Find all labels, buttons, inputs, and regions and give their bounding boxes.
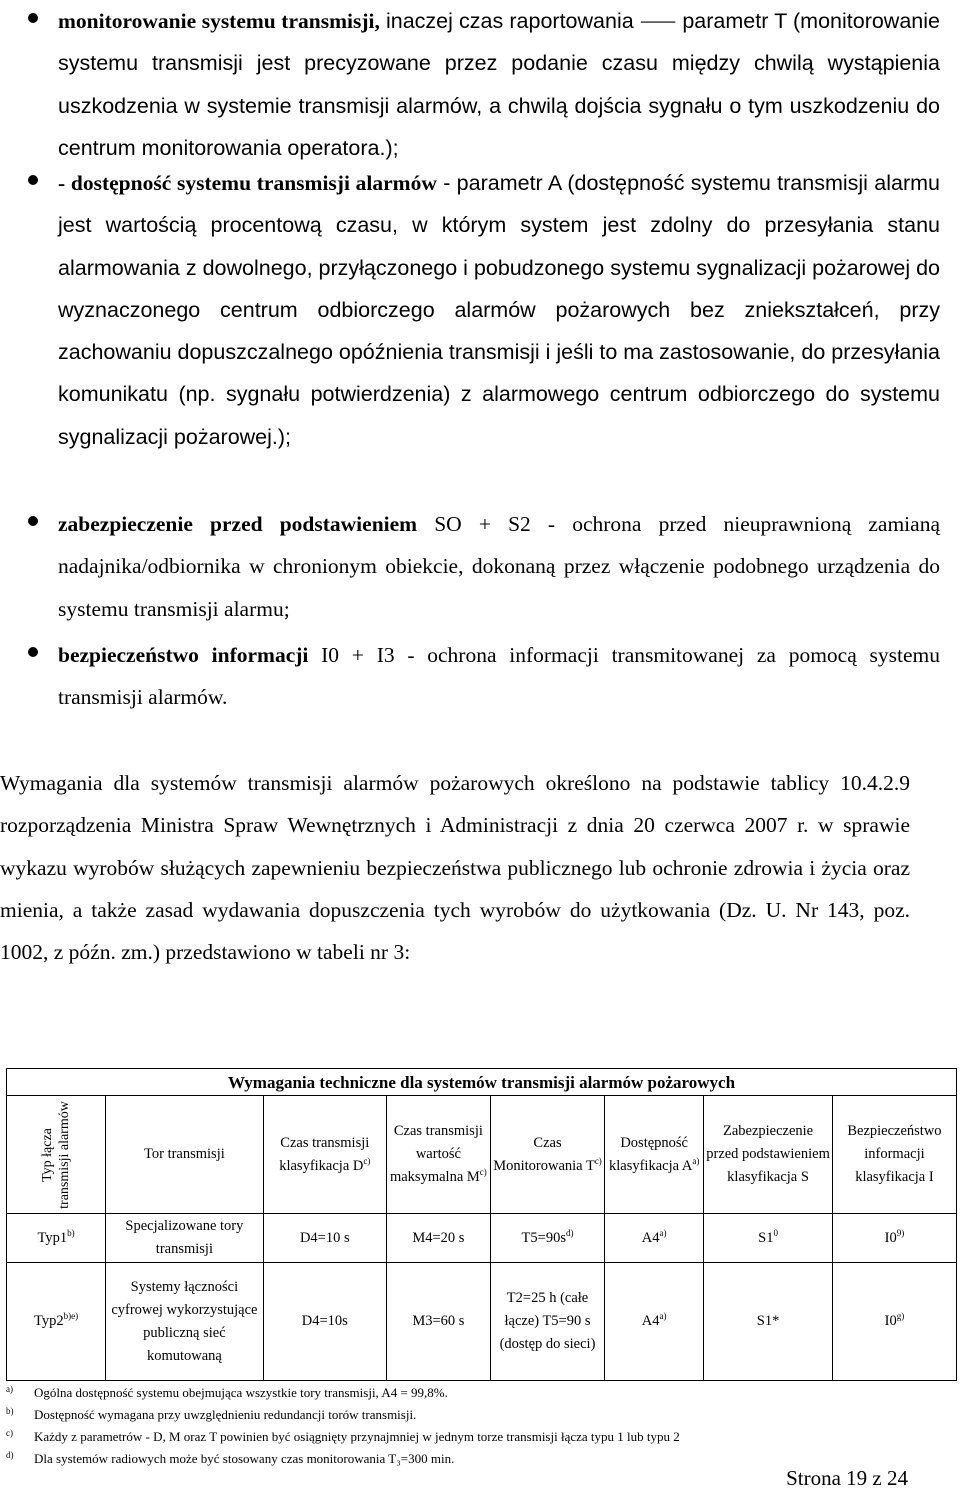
footnote-label: b) (6, 1406, 14, 1416)
cell-m: M3=60 s (386, 1263, 490, 1381)
cell-i: I0$^{g)}$ (832, 1263, 956, 1381)
requirements-table (6, 1068, 957, 1381)
cell-typ: $Typ2^{b)e)}$ (7, 1263, 106, 1381)
bullet-item (28, 0, 940, 169)
bullet-icon (28, 516, 38, 526)
bullet-text: - parametr A (dostępność systemu transmisji alarmu jest wartością procentową czasu, w którym system jest zdolny do przesyłania stanu alarmowania z dowolnego, przyłączonego i pobudzonego systemu sygnalizacji pożarowej do wyznaczonego centrum odbiorczego alarmów pożarowych bez zniekształceń, przy zachowaniu dopuszczalnego opóźnienia transmisji i jeśli to ma zastosowanie, do przesyłania komunikatu (np. sygnału potwierdzenia) z alarmowego centrum odbiorczego do systemu sygnalizacji pożarowej.); (58, 171, 941, 449)
footnote-label: c) (6, 1428, 13, 1438)
footnotes (6, 1382, 906, 1470)
vertical-header-cell (7, 1096, 106, 1214)
cell-tor: Specjalizowane tory transmisji (106, 1214, 264, 1263)
footnote-text: Dostępność wymagana przy uwzględnieniu redundancji torów transmisji. (34, 1407, 417, 1422)
header-czas-d: Czas transmisji klasyfikacja $D^{c)}$ (263, 1096, 386, 1214)
bullet-term: bezpieczeństwo informacji (58, 643, 309, 667)
bullet-term: - dostępność systemu transmisji alarmów (58, 171, 437, 195)
footnote (6, 1448, 906, 1470)
cell-i: I0$^{9)}$ (832, 1214, 956, 1263)
header-czas-t: Czas Monitorowania $T^{c)}$ (490, 1096, 604, 1214)
footnote-text: Każdy z parametrów - D, M oraz T powinien być osiągnięty przynajmniej w jednym torze transmisji łącza typu 1 lub typu 2 (34, 1429, 680, 1444)
bullet-icon (28, 175, 38, 185)
bullet-term: monitorowanie systemu transmisji, (58, 9, 380, 33)
header-bezpieczenstwo: Bezpieczeństwo informacji klasyfikacja I (832, 1096, 956, 1214)
cell-tor: Systemy łączności cyfrowej wykorzystujące publiczną sieć komutowaną (106, 1263, 264, 1381)
body-paragraph: Wymagania dla systemów transmisji alarmów pożarowych określono na podstawie tablicy 10.4.2.9 rozporządzenia Ministra Spraw Wewnętrznych i Administracji z dnia 20 czerwca 2007 r. w sprawie wykazu wyrobów służących zapewnieniu bezpieczeństwa publicznego lub ochronie zdrowia i życia oraz mienia, a także zasad wydawania dopuszczenia tych wyrobów do użytkowania (Dz. U. Nr 143, poz. 1002, z późn. zm.) przedstawiono w tabeli nr 3: (0, 771, 910, 965)
bullet-item (28, 503, 940, 630)
cell-s: S1* (704, 1263, 833, 1381)
bullet-item (28, 162, 940, 458)
footnote-text: Ogólna dostępność systemu obejmująca wszystkie tory transmisji, A4 = 99,8%. (34, 1385, 448, 1400)
bullet-icon (28, 13, 38, 23)
footnote-label: d) (6, 1450, 14, 1460)
table-row (7, 1263, 957, 1381)
header-zabezpieczenie: Zabezpieczenie przed podstawieniem klasyfikacja S (704, 1096, 833, 1214)
footnote-label: a) (6, 1384, 13, 1394)
header-dostepnosc: Dostępność klasyfikacja $A^{a)}$ (605, 1096, 704, 1214)
header-czas-m: Czas transmisji wartość maksymalna $M^{c)}$ (386, 1096, 490, 1214)
bullet-text: I0 + I3 - ochrona informacji transmitowanej za pomocą systemu transmisji alarmów. (58, 643, 940, 710)
bullet-item (28, 634, 940, 719)
cell-d: D4=10 s (263, 1214, 386, 1263)
footnote-text: Dla systemów radiowych może być stosowany czas monitorowania T₃=300 min. (34, 1451, 455, 1466)
footnote (6, 1404, 906, 1426)
footnote (6, 1426, 906, 1448)
cell-s: $S1^0$ (704, 1214, 833, 1263)
cell-t: $T5=90s^{d)}$ (490, 1214, 604, 1263)
bullet-icon (28, 647, 38, 657)
table-title: Wymagania techniczne dla systemów transmisji alarmów pożarowych (7, 1069, 957, 1096)
bullet-text: inaczej czas raportowania ⸺ parametr T (monitorowanie systemu transmisji jest precyzowane przez podanie czasu między chwilą wystąpienia uszkodzenia w systemie transmisji alarmów, a chwilą dojścia sygnału o tym uszkodzeniu do centrum monitorowania operatora.); (58, 9, 940, 160)
vertical-header-text: Typ łącza transmisji alarmów (40, 1100, 73, 1209)
cell-t: T2=25 h (całe łącze) T5=90 s (dostęp do sieci) (490, 1263, 604, 1381)
table-row (7, 1214, 957, 1263)
cell-m: M4=20 s (386, 1214, 490, 1263)
bullet-term: zabezpieczenie przed podstawieniem (58, 512, 418, 536)
cell-a: A4$^{a)}$ (605, 1214, 704, 1263)
header-tor: Tor transmisji (106, 1096, 264, 1214)
cell-typ: Typ1$^{b)}$ (7, 1214, 106, 1263)
footnote (6, 1382, 906, 1404)
cell-d: D4=10s (263, 1263, 386, 1381)
page-number: Strona 19 z 24 (786, 1466, 908, 1490)
bullet-text: SO + S2 - ochrona przed nieuprawnioną zamianą nadajnika/odbiornika w chronionym obiekcie, dokonaną przez włączenie podobnego urządzenia do systemu transmisji alarmu; (58, 512, 940, 621)
cell-a: A4$^{a)}$ (605, 1263, 704, 1381)
